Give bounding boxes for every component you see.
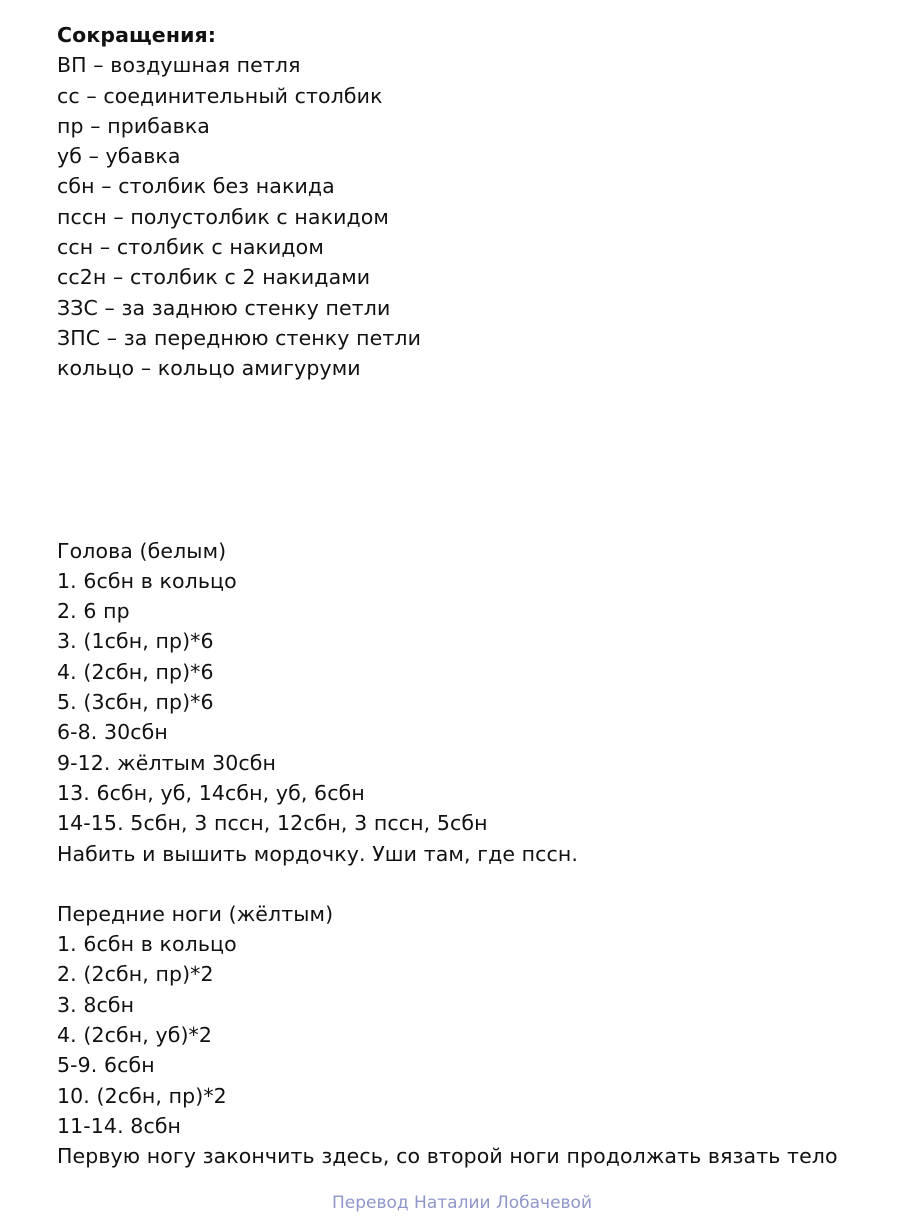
abbreviation-item: ссн – столбик с накидом xyxy=(57,235,324,260)
abbreviation-item: пр – прибавка xyxy=(57,113,210,138)
document-page xyxy=(57,20,907,1172)
head-step: Набить и вышить мордочку. Уши там, где пссн. xyxy=(57,841,579,866)
abbreviation-item: уб – убавка xyxy=(57,144,181,169)
front-legs-title: Передние ноги (жёлтым) xyxy=(57,901,334,926)
front-legs-step: 4. (2сбн, уб)*2 xyxy=(57,1023,213,1048)
abbreviation-item: ЗЗС – за заднюю стенку петли xyxy=(57,295,391,320)
abbreviation-item: ЗПС – за переднюю стенку петли xyxy=(57,325,422,350)
front-legs-section xyxy=(57,899,907,1172)
front-legs-step: 1. 6сбн в кольцо xyxy=(57,932,237,957)
front-legs-step: 3. 8сбн xyxy=(57,992,135,1017)
head-step: 14-15. 5сбн, 3 пссн, 12сбн, 3 пссн, 5сбн xyxy=(57,811,488,836)
abbreviation-item: пссн – полустолбик с накидом xyxy=(57,204,389,229)
head-title: Голова (белым) xyxy=(57,538,227,563)
head-step: 6-8. 30сбн xyxy=(57,720,168,745)
abbreviations-list xyxy=(57,50,907,383)
abbreviation-item: сс2н – столбик с 2 накидами xyxy=(57,265,371,290)
translator-credit: Перевод Наталии Лобачевой xyxy=(331,1193,592,1213)
abbreviations-section xyxy=(57,20,907,384)
head-step: 13. 6сбн, уб, 14сбн, уб, 6сбн xyxy=(57,780,365,805)
head-step: 5. (3сбн, пр)*6 xyxy=(57,690,214,715)
head-step: 1. 6сбн в кольцо xyxy=(57,568,237,593)
front-legs-step: 10. (2сбн, пр)*2 xyxy=(57,1083,227,1108)
front-legs-step: Первую ногу закончить здесь, со второй ноги продолжать вязать тело xyxy=(57,1144,838,1169)
front-legs-step: 11-14. 8сбн xyxy=(57,1113,182,1138)
head-step: 2. 6 пр xyxy=(57,599,130,624)
abbreviations-title: Сокращения: xyxy=(57,23,217,47)
abbreviation-item: кольцо – кольцо амигуруми xyxy=(57,356,361,381)
spacer xyxy=(57,869,907,899)
front-legs-step: 5-9. 6сбн xyxy=(57,1053,155,1078)
head-step: 3. (1сбн, пр)*6 xyxy=(57,629,214,654)
abbreviation-item: сс – соединительный столбик xyxy=(57,83,383,108)
front-legs-step: 2. (2сбн, пр)*2 xyxy=(57,962,214,987)
abbreviation-item: ВП – воздушная петля xyxy=(57,53,301,78)
head-step: 9-12. жёлтым 30сбн xyxy=(57,750,277,775)
head-section xyxy=(57,536,907,869)
abbreviation-item: сбн – столбик без накида xyxy=(57,174,335,199)
spacer xyxy=(57,384,907,536)
head-step: 4. (2сбн, пр)*6 xyxy=(57,659,214,684)
